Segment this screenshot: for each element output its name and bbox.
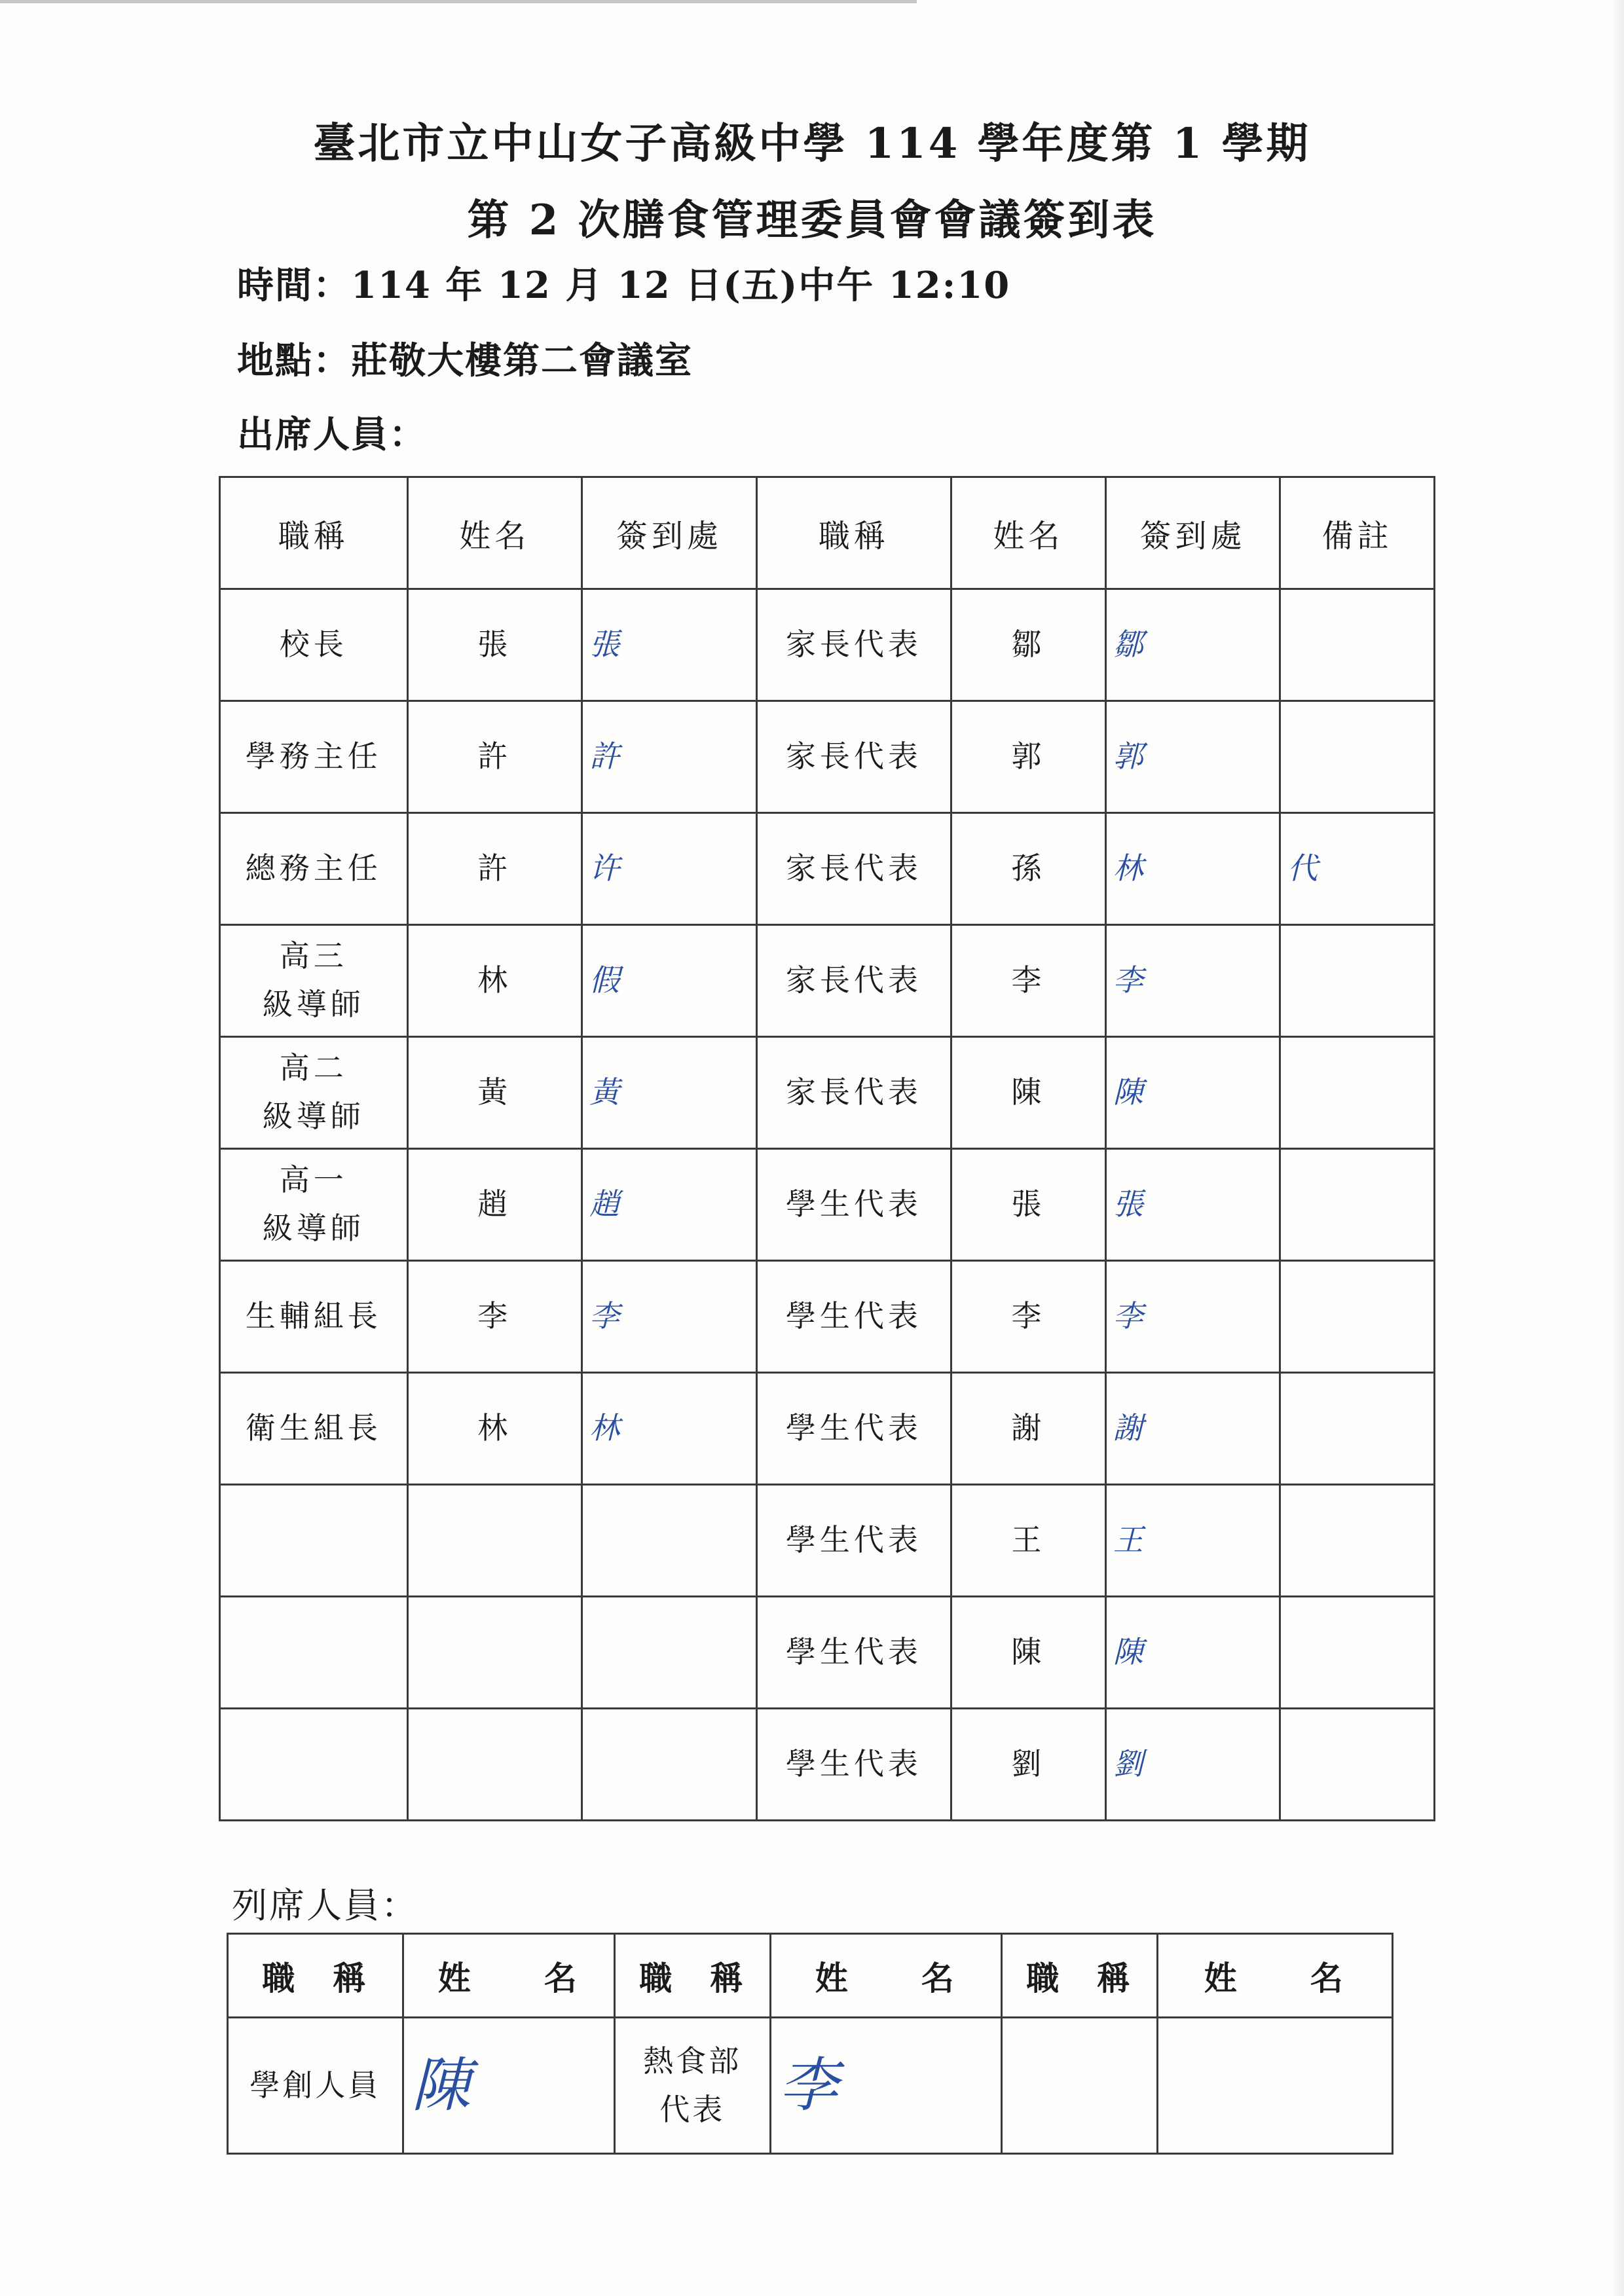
header-signature-1: 簽到處 xyxy=(582,477,757,589)
cell-title-2: 家長代表 xyxy=(756,1037,951,1149)
cell-note xyxy=(1280,925,1435,1037)
meeting-location: 地點：莊敬大樓第二會議室 xyxy=(237,339,693,382)
cell-note xyxy=(1280,1149,1435,1261)
observers-header-row xyxy=(228,1934,1393,2018)
cell-title-1 xyxy=(220,1709,408,1821)
cell-name-1 xyxy=(407,1485,582,1597)
cell-title-2: 學生代表 xyxy=(756,1261,951,1373)
cell-signature-2: 李 xyxy=(1105,925,1280,1037)
header-name-1: 姓名 xyxy=(407,477,582,589)
cell-name-2: 孫 xyxy=(951,813,1106,925)
cell-note xyxy=(1280,1597,1435,1709)
cell-title-1: 高一 級導師 xyxy=(220,1149,408,1261)
cell-signature-1: 趙 xyxy=(582,1149,757,1261)
cell-signature-1 xyxy=(582,1485,757,1597)
cell-signature-1: 黃 xyxy=(582,1037,757,1149)
cell-signature-2: 郭 xyxy=(1105,701,1280,813)
cell-title-1 xyxy=(220,1597,408,1709)
obs-signature-1: 陳 xyxy=(403,2018,615,2154)
cell-signature-1: 許 xyxy=(582,701,757,813)
cell-title-1: 生輔組長 xyxy=(220,1261,408,1373)
cell-name-2: 謝 xyxy=(951,1373,1106,1485)
cell-name-2: 劉 xyxy=(951,1709,1106,1821)
cell-title-1: 總務主任 xyxy=(220,813,408,925)
attendance-row xyxy=(220,1149,1435,1261)
attendance-row xyxy=(220,1485,1435,1597)
scan-edge-line xyxy=(0,0,917,3)
cell-name-2: 李 xyxy=(951,1261,1106,1373)
cell-name-2: 張 xyxy=(951,1149,1106,1261)
cell-title-2: 家長代表 xyxy=(756,701,951,813)
cell-signature-1: 李 xyxy=(582,1261,757,1373)
observers-row xyxy=(228,2018,1393,2154)
cell-signature-2: 張 xyxy=(1105,1149,1280,1261)
observers-table xyxy=(227,1933,1393,2155)
cell-note xyxy=(1280,1373,1435,1485)
cell-signature-2: 林 xyxy=(1105,813,1280,925)
cell-name-1: 趙 xyxy=(407,1149,582,1261)
attendance-row xyxy=(220,1037,1435,1149)
attendance-row xyxy=(220,1597,1435,1709)
attendance-row xyxy=(220,925,1435,1037)
cell-name-2: 郭 xyxy=(951,701,1106,813)
cell-name-2: 陳 xyxy=(951,1037,1106,1149)
cell-signature-2: 陳 xyxy=(1105,1597,1280,1709)
scan-edge-shade xyxy=(1612,0,1624,2296)
cell-note xyxy=(1280,1709,1435,1821)
cell-title-2: 學生代表 xyxy=(756,1709,951,1821)
cell-title-2: 家長代表 xyxy=(756,589,951,701)
attendance-header-row xyxy=(220,477,1435,589)
cell-note xyxy=(1280,589,1435,701)
cell-name-2: 王 xyxy=(951,1485,1106,1597)
cell-title-2: 學生代表 xyxy=(756,1485,951,1597)
cell-title-2: 學生代表 xyxy=(756,1149,951,1261)
cell-note xyxy=(1280,1261,1435,1373)
document-subtitle: 第 2 次膳食管理委員會會議簽到表 xyxy=(467,196,1157,245)
cell-signature-1: 假 xyxy=(582,925,757,1037)
obs-header-name-1: 姓 名 xyxy=(403,1934,615,2018)
cell-title-1: 衛生組長 xyxy=(220,1373,408,1485)
cell-title-1: 校長 xyxy=(220,589,408,701)
cell-title-1: 高三 級導師 xyxy=(220,925,408,1037)
cell-signature-1: 張 xyxy=(582,589,757,701)
header-signature-2: 簽到處 xyxy=(1105,477,1280,589)
header-title-1: 職稱 xyxy=(220,477,408,589)
cell-title-1 xyxy=(220,1485,408,1597)
attendance-row xyxy=(220,813,1435,925)
cell-signature-2: 李 xyxy=(1105,1261,1280,1373)
obs-header-title-1: 職 稱 xyxy=(228,1934,403,2018)
obs-header-name-3: 姓 名 xyxy=(1157,1934,1392,2018)
cell-name-2: 李 xyxy=(951,925,1106,1037)
cell-name-1: 許 xyxy=(407,813,582,925)
obs-role-1: 學創人員 xyxy=(228,2018,403,2154)
attendance-row xyxy=(220,1373,1435,1485)
cell-signature-1: 林 xyxy=(582,1373,757,1485)
cell-note: 代 xyxy=(1280,813,1435,925)
cell-title-2: 家長代表 xyxy=(756,813,951,925)
cell-note xyxy=(1280,1485,1435,1597)
attendance-table xyxy=(219,476,1435,1821)
cell-signature-2: 王 xyxy=(1105,1485,1280,1597)
header-name-2: 姓名 xyxy=(951,477,1106,589)
cell-signature-2: 謝 xyxy=(1105,1373,1280,1485)
cell-signature-2: 鄒 xyxy=(1105,589,1280,701)
document-title: 臺北市立中山女子高級中學 114 學年度第 1 學期 xyxy=(313,119,1311,168)
cell-name-1: 林 xyxy=(407,925,582,1037)
cell-name-1 xyxy=(407,1709,582,1821)
obs-header-name-2: 姓 名 xyxy=(770,1934,1001,2018)
obs-header-title-2: 職 稱 xyxy=(615,1934,771,2018)
cell-signature-2: 陳 xyxy=(1105,1037,1280,1149)
obs-signature-2: 李 xyxy=(770,2018,1001,2154)
obs-signature-3 xyxy=(1157,2018,1392,2154)
cell-title-1: 學務主任 xyxy=(220,701,408,813)
obs-role-2: 熱食部 代表 xyxy=(615,2018,771,2154)
cell-name-2: 陳 xyxy=(951,1597,1106,1709)
attendance-row xyxy=(220,1261,1435,1373)
cell-signature-1: 许 xyxy=(582,813,757,925)
attendance-row xyxy=(220,1709,1435,1821)
observers-label: 列席人員： xyxy=(232,1885,418,1926)
cell-note xyxy=(1280,1037,1435,1149)
header-note: 備註 xyxy=(1280,477,1435,589)
cell-title-1: 高二 級導師 xyxy=(220,1037,408,1149)
cell-name-1: 許 xyxy=(407,701,582,813)
cell-name-1: 張 xyxy=(407,589,582,701)
cell-signature-1 xyxy=(582,1597,757,1709)
cell-name-1: 李 xyxy=(407,1261,582,1373)
cell-title-2: 學生代表 xyxy=(756,1373,951,1485)
cell-title-2: 學生代表 xyxy=(756,1597,951,1709)
header-title-2: 職稱 xyxy=(756,477,951,589)
cell-note xyxy=(1280,701,1435,813)
attendance-row xyxy=(220,589,1435,701)
attendance-row xyxy=(220,701,1435,813)
cell-name-1: 林 xyxy=(407,1373,582,1485)
obs-role-3 xyxy=(1001,2018,1157,2154)
cell-title-2: 家長代表 xyxy=(756,925,951,1037)
attendees-label: 出席人員： xyxy=(237,413,427,456)
cell-signature-1 xyxy=(582,1709,757,1821)
cell-name-1: 黃 xyxy=(407,1037,582,1149)
meeting-time: 時間：114 年 12 月 12 日(五)中午 12:10 xyxy=(237,264,1011,307)
cell-signature-2: 劉 xyxy=(1105,1709,1280,1821)
obs-header-title-3: 職 稱 xyxy=(1001,1934,1157,2018)
cell-name-2: 鄒 xyxy=(951,589,1106,701)
cell-name-1 xyxy=(407,1597,582,1709)
